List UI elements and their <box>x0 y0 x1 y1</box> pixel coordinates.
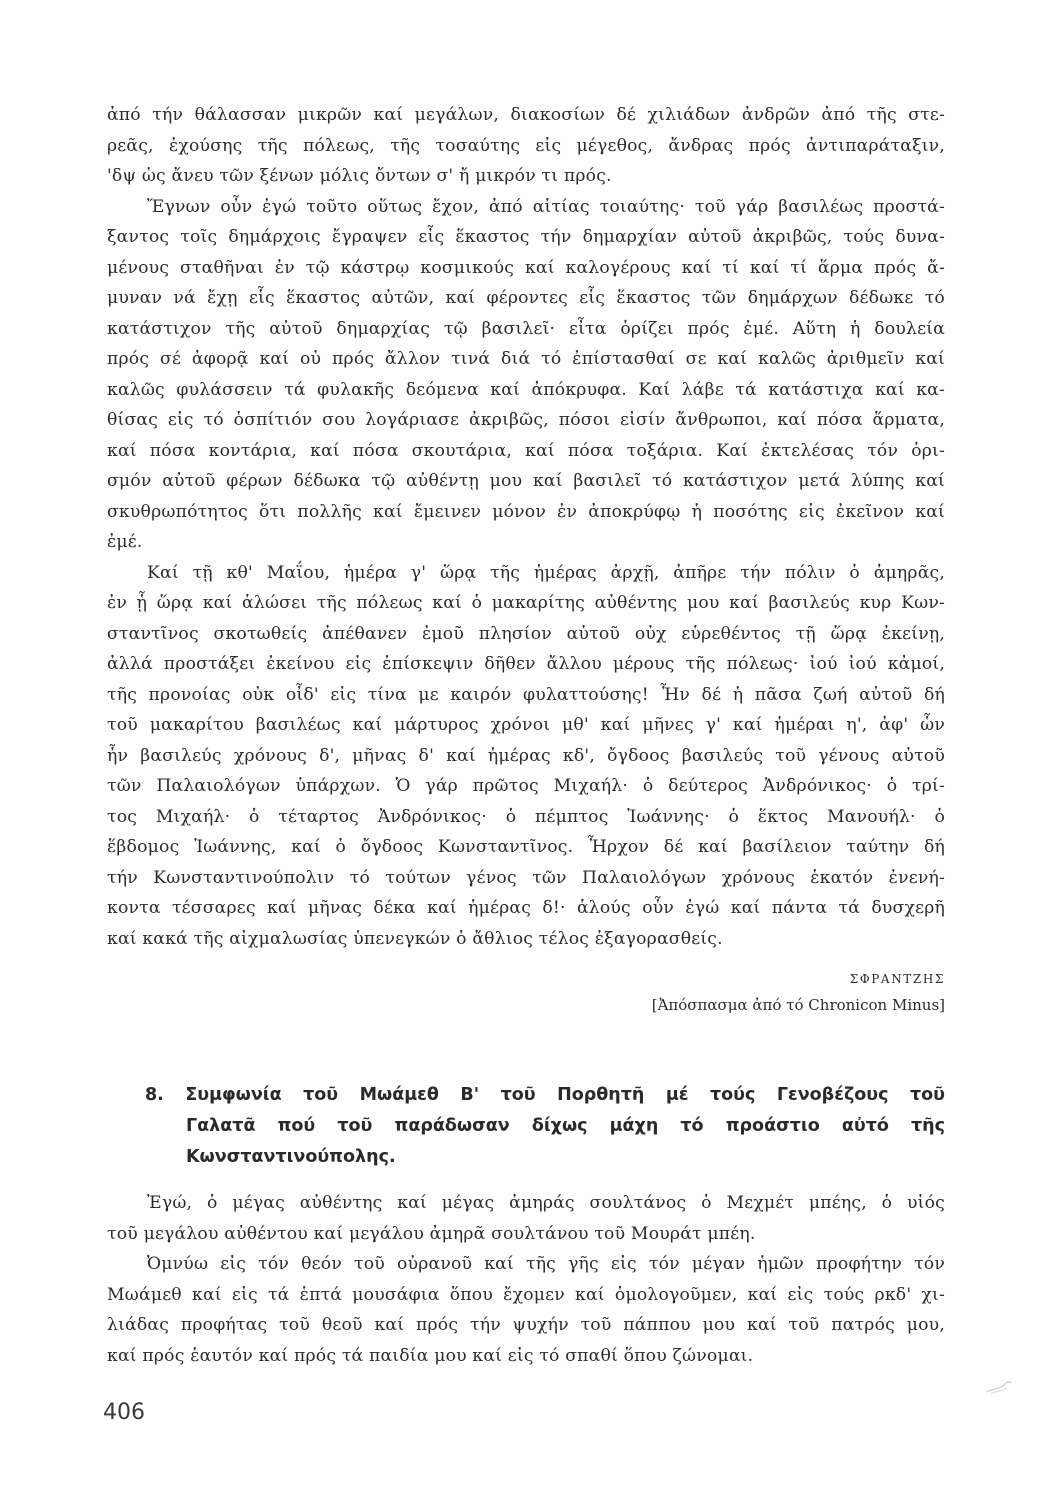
text-line: τοῦ μεγάλου αὐθέντου καί μεγάλου ἀμηρᾶ σουλτάνου τοῦ Μουράτ μπέη. <box>107 1223 756 1244</box>
passage-sphrantzes <box>107 100 945 954</box>
text-line: κατάστιχον τῆς αὐτοῦ δημαρχίας τῷ βασιλεῖ· εἶτα ὁρίζει πρός ἐμέ. Αὕτη ἡ δουλεία <box>107 318 945 339</box>
text-line: σκυθρωπότητος ὅτι πολλῆς καί ἔμεινεν μόνον ἐν ἀποκρύφῳ ἡ ποσότης εἰς ἐκεῖνον καί <box>107 501 945 522</box>
text-line: καί πρός ἑαυτόν καί πρός τά παιδία μου καί εἰς τό σπαθί ὅπου ζώνομαι. <box>107 1345 754 1366</box>
text-line: τῶν Παλαιολόγων ὑπάρχων. Ὁ γάρ πρῶτος Μιχαήλ· ὁ δεύτερος Ἀνδρόνικος· ὁ τρί- <box>107 776 945 796</box>
text-line: καί πόσα κοντάρια, καί πόσα σκουτάρια, καί πόσα τοξάρια. Καί ἐκτελέσας τόν ὁρι- <box>107 440 945 461</box>
text-line: Καί τῇ κθ' Μαΐου, ἡμέρα γ' ὥρᾳ τῆς ἡμέρας ἀρχῇ, ἀπῆρε τήν πόλιν ὁ ἀμηρᾶς, <box>147 562 945 583</box>
text-line: λιάδας προφήτας τοῦ θεοῦ καί πρός τήν ψυχήν τοῦ πάππου μου καί τοῦ πατρός μου, <box>107 1315 945 1335</box>
text-line: Ἔγνων οὖν ἐγώ τοῦτο οὕτως ἔχον, ἀπό αἰτίας τοιαύτης· τοῦ γάρ βασιλέως προστά- <box>147 196 945 217</box>
text-line: κοντα τέσσαρες καί μῆνας δέκα καί ἡμέρας δ!· ἁλούς οὖν ἐγώ καί πάντα τά δυσχερῆ <box>107 898 945 918</box>
text-line: τήν Κωνσταντινούπολιν τό τούτων γένος τῶν Παλαιολόγων χρόνους ἑκατόν ἐνενή- <box>107 867 945 888</box>
text-line: τος Μιχαήλ· ὁ τέταρτος Ἀνδρόνικος· ὁ πέμπτος Ἰωάννης· ὁ ἕκτος Μανουήλ· ὁ <box>107 806 945 827</box>
heading-line: Γαλατᾶ πού τοῦ παράδωσαν δίχως μάχη τό προάστιο αὐτό τῆς <box>186 1116 945 1136</box>
smudge-mark <box>985 1378 1013 1396</box>
text-line: μυναν νά ἔχῃ εἷς ἕκαστος αὐτῶν, καί φέροντες εἷς ἕκαστος τῶν δημάρχων δέδωκε τό <box>107 288 945 308</box>
text-line: θίσας εἰς τό ὁσπίτιόν σου λογάριασε ἀκριβῶς, πόσοι εἰσίν ἄνθρωποι, καί πόσα ἅρματα, <box>107 410 945 430</box>
text-line: ἦν βασιλεύς χρόνους δ', μῆνας δ' καί ἡμέρας κδ', ὄγδοος βασιλεύς τοῦ γένους αὐτοῦ <box>107 745 945 766</box>
text-line: καλῶς φυλάσσειν τά φυλακῆς δεόμενα καί ἀπόκρυφα. Καί λάβε τά κατάστιχα καί κα- <box>107 379 945 400</box>
text-line: ἕβδομος Ἰωάννης, καί ὁ ὄγδοος Κωνσταντῖνος. Ἦρχον δέ καί βασίλειον ταύτην δή <box>107 837 945 857</box>
text-line: Ὀμνύω εἰς τόν θεόν τοῦ οὐρανοῦ καί τῆς γῆς εἰς τόν μέγαν ἡμῶν προφήτην τόν <box>147 1254 945 1274</box>
section-heading <box>145 1080 945 1173</box>
text-line: ἀπό τήν θάλασσαν μικρῶν καί μεγάλων, διακοσίων δέ χιλιάδων ἀνδρῶν ἀπό τῆς στε- <box>107 105 945 125</box>
text-line: σμόν αὐτοῦ φέρων δέδωκα τῷ αὐθέντῃ μου καί βασιλεῖ τό κατάστιχον μετά λύπης καί <box>107 471 945 491</box>
text-line: ἐν ᾗ ὥρᾳ καί ἁλώσει τῆς πόλεως καί ὁ μακαρίτης αὐθέντης μου καί βασιλεύς κυρ Κων- <box>107 593 945 613</box>
text-line: τοῦ μακαρίτου βασιλέως καί μάρτυρος χρόνοι μθ' καί μῆνες γ' καί ἡμέραι η', ἀφ' ὧν <box>107 715 945 735</box>
passage-treaty <box>107 1188 945 1371</box>
text-line: Ἐγώ, ὁ μέγας αὐθέντης καί μέγας ἀμηράς σουλτάνος ὁ Μεχμέτ μπέης, ὁ υἱός <box>147 1193 945 1213</box>
text-line: 'δψ ὡς ἄνευ τῶν ξένων μόλις ὄντων σ' ἤ μικρόν τι πρός. <box>107 166 612 186</box>
text-line: καί κακά τῆς αἰχμαλωσίας ὑπενεγκών ὁ ἄθλιος τέλος ἐξαγορασθείς. <box>107 928 723 949</box>
text-line: ἐμέ. <box>107 532 143 552</box>
text-line: μένους σταθῆναι ἐν τῷ κάστρῳ κοσμικούς καί καλογέρους καί τί καί τί ἅρμα πρός ἄ- <box>107 257 945 278</box>
text-line: σταντῖνος σκοτωθείς ἀπέθανεν ἐμοῦ πλησίον αὐτοῦ οὐχ εὑρεθέντος τῇ ὥρᾳ ἐκείνῃ, <box>107 623 945 644</box>
attribution-author: ΣΦΡΑΝΤΖΗΣ <box>849 972 945 986</box>
heading-line: Κωνσταντινούπολης. <box>186 1147 396 1167</box>
text-line: πρός σέ ἀφορᾷ καί οὐ πρός ἄλλον τινά διά τό ἐπίστασθαί σε καί καλῶς ἀριθμεῖν καί <box>107 349 945 369</box>
heading-line: 8. Συμφωνία τοῦ Μωάμεθ Β' τοῦ Πορθητῆ μέ τούς Γενοβέζους τοῦ <box>145 1085 945 1105</box>
attribution-source: [Ἀπόσπασμα ἀπό τό Chronicon Minus] <box>651 996 945 1014</box>
attribution <box>652 966 945 1018</box>
page-number: 406 <box>103 1400 145 1425</box>
text-line: Μωάμεθ καί εἰς τά ἑπτά μουσάφια ὅπου ἔχομεν καί ὁμολογοῦμεν, καί εἰς τούς ρκδ' χι- <box>107 1284 945 1305</box>
text-line: ρεᾶς, ἐχούσης τῆς πόλεως, τῆς τοσαύτης εἰς μέγεθος, ἄνδρας πρός ἀντιπαράταξιν, <box>107 135 945 156</box>
text-line: ἀλλά προστάξει ἐκείνου εἰς ἐπίσκεψιν δῆθεν ἄλλου μέρους τῆς πόλεως· ἰού ἰού κἀμοί, <box>107 654 945 674</box>
text-line: ξαντος τοῖς δημάρχοις ἔγραψεν εἷς ἕκαστος τήν δημαρχίαν αὐτοῦ ἀκριβῶς, τούς δυνα- <box>107 227 945 247</box>
text-line: τῆς προνοίας οὐκ οἶδ' εἰς τίνα με καιρόν φυλαττούσης! Ἦν δέ ἡ πᾶσα ζωή αὐτοῦ δή <box>107 684 945 705</box>
